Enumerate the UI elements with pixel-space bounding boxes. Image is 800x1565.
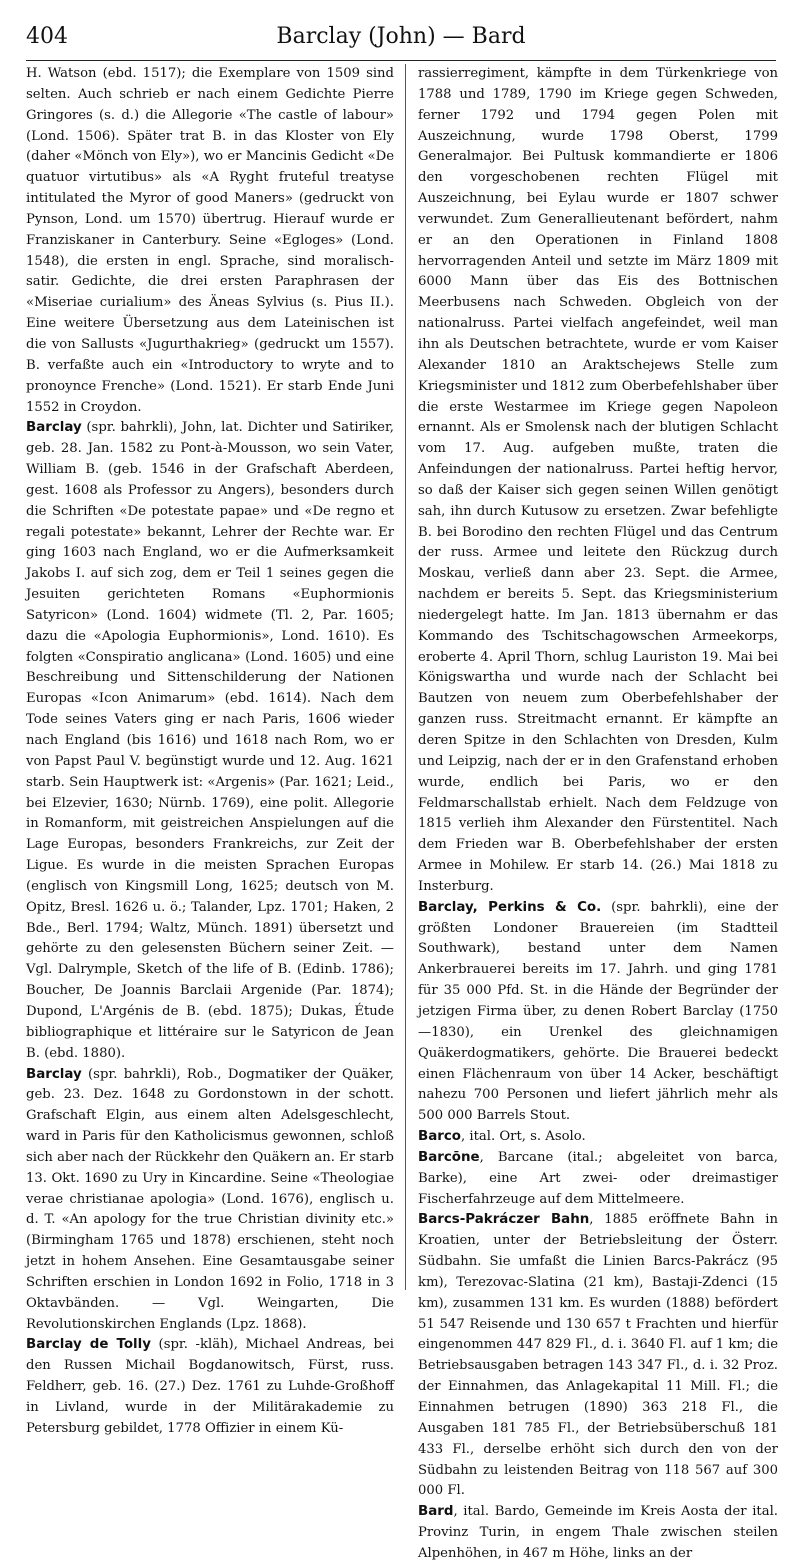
right-column bbox=[418, 64, 778, 1561]
page-header bbox=[26, 20, 776, 56]
entry-text: , 1885 eröffnete Bahn in Kroatien, unter der Betriebsleitung der Österr. Südbahn. Sie umfaßt die Linien Barcs-Pakrácz (95 km), Terezovac-Slatina (21 km), Bastaji-Zdenci (15 km), zusammen 131 km. Es wurden (1888) befördert 51 547 Reisende und 130 657 t Frachten und hierfür eingenommen 447 829 Fl., d. i. 3640 Fl. auf 1 km; die Betriebsausgaben betragen 143 347 Fl., d. i. 32 Proz. der Einnahmen, das Anlagekapital 11 Mill. Fl.; die Einnahmen betrugen (1890) 363 218 Fl., die Ausgaben 181 785 Fl., der Betriebsüberschuß 181 433 Fl., derselbe erhöht sich durch den von der Südbahn zu leistenden Beitrag von 118 567 auf 300 000 Fl. bbox=[418, 1212, 778, 1499]
entry-text: , Barcane (ital.; abgeleitet von barca, Barke), eine Art zwei- oder dreimastiger Fischerfahrzeuge auf dem Mittelmeere. bbox=[418, 1149, 778, 1207]
entry-text: , ital. Ort, s. Asolo. bbox=[460, 1129, 586, 1145]
lemma: Bard bbox=[418, 1504, 454, 1520]
entry-text: (spr. bahrkli), John, lat. Dichter und Satiriker, geb. 28. Jan. 1582 zu Pont-à-Mousson, wo sein Vater, William B. (geb. 1546 in der Grafschaft Aberdeen, gest. 1608 als Professor zu Angers), besonders durch die Schriften «De potestate papae» und «De regno et regali potestate» bekannt, Lehrer der Rechte war. Er ging 1603 nach England, wo er die Aufmerksamkeit Jakobs I. auf sich zog, dem er Teil 1 seines gegen die Jesuiten gerichteten Romans «Euphormionis Satyricon» (Lond. 1604) widmete (Tl. 2, Par. 1605; dazu die «Apologia Euphormionis», Lond. 1610). Es folgten «Conspiratio anglicana» (Lond. 1605) und eine Beschreibung und Sittenschilderung der Nationen Europas «Icon Animarum» (ebd. 1614). Nach dem Tode seines Vaters ging er nach Paris, 1606 wieder nach England (bis 1616) und 1618 nach Rom, wo er von Papst Paul V. begünstigt wurde und 12. Aug. 1621 starb. Sein Hauptwerk ist: «Argenis» (Par. 1621; Leid., bei Elzevier, 1630; Nürnb. 1769), eine polit. Allegorie in Romanform, mit geistreichen Anspielungen auf die Lage Europas, besonders Frankreichs, zur Zeit der Ligue. Es wurde in die meisten Sprachen Europas (englisch von Kingsmill Long, 1625; deutsch von M. Opitz, Bresl. 1626 u. ö.; Talander, Lpz. 1701; Haken, 2 Bde., Berl. 1794; Waltz, Münch. 1891) übersetzt und gehörte zu den gelesensten Büchern seiner Zeit. — Vgl. Dalrymple, Sketch of the life of B. (Edinb. 1786); Boucher, De Joannis Barclaii Argenide (Par. 1874); Dupond, L'Argénis de B. (ebd. 1875); Dukas, Étude bibliographique et littéraire sur le Satyricon de Jean B. (ebd. 1880). bbox=[26, 420, 394, 1061]
header-rule bbox=[26, 60, 776, 61]
entry-text: (spr. bahrkli), eine der größten Londoner Brauereien (im Stadtteil Southwark), bestand unter dem Namen Ankerbrauerei bereits im 17. Jahrh. und ging 1781 für 35 000 Pfd. St. in die Hände der Begründer der jetzigen Firma über, zu denen Robert Barclay (1750—1830), ein Urenkel des gleichnamigen Quäkerdogmatikers, gehörte. Die Brauerei bedeckt einen Flächenraum von über 14 Acker, beschäftigt nahezu 700 Personen und liefert jährlich mehr als 500 000 Barrels Stout. bbox=[418, 899, 778, 1124]
entry-bard bbox=[418, 1502, 778, 1565]
column-divider bbox=[405, 64, 406, 1290]
entry-continuation bbox=[26, 64, 394, 418]
running-head: Barclay (John) — Bard bbox=[276, 24, 526, 49]
lemma: Barcōne bbox=[418, 1149, 480, 1165]
lemma: Barclay bbox=[26, 420, 82, 436]
lemma: Barclay bbox=[26, 1066, 82, 1082]
entry-text: , ital. Bardo, Gemeinde im Kreis Aosta der ital. Provinz Turin, in engem Thale zwischen steilen Alpenhöhen, in 467 m Höhe, links an der bbox=[418, 1504, 778, 1561]
entry-continuation bbox=[418, 64, 778, 898]
entry-text: (spr. -kläh), Michael Andreas, bei den Russen Michail Bogdanowitsch, Fürst, russ. Feldherr, geb. 16. (27.) Dez. 1761 zu Luhde-Großhoff in Livland, wurde in der Militärakademie zu Petersburg gebildet, 1778 Offizier in einem Kü- bbox=[26, 1337, 394, 1436]
page-number: 404 bbox=[26, 24, 68, 49]
entry-barclay-robert bbox=[26, 1065, 394, 1336]
entry-barcone bbox=[418, 1148, 778, 1211]
lemma: Barclay, Perkins & Co. bbox=[418, 899, 602, 915]
entry-barclay-de-tolly bbox=[26, 1335, 394, 1439]
left-column bbox=[26, 64, 394, 1436]
lemma: Barclay de Tolly bbox=[26, 1337, 151, 1353]
entry-text: H. Watson (ebd. 1517); die Exemplare von 1509 sind selten. Auch schrieb er nach einem Gedichte Pierre Gringores (s. d.) die Allegorie «The castle of labour» (Lond. 1506). Später trat B. in das Kloster von Ely (daher «Mönch von Ely»), wo er Mancinis Gedicht «De quatuor virtutibus» als «A Ryght fruteful treatyse intitulated the Myror of good Maners» (gedruckt von Pynson, Lond. um 1570) übertrug. Hierauf wurde er Franziskaner in Canterbury. Seine «Egloges» (Lond. 1548), die ersten in engl. Sprache, sind moralisch-satir. Gedichte, die drei ersten Paraphrasen der «Miseriae curialium» des Äneas Sylvius (s. Pius II.). Eine weitere Übersetzung aus dem Lateinischen ist die von Sallusts «Jugurthakrieg» (gedruckt um 1557). B. verfaßte auch ein «Introductory to wryte and to pronoynce Frenche» (Lond. 1521). Er starb Ende Juni 1552 in Croydon. bbox=[26, 66, 394, 415]
entry-barcs-pakraczer-bahn bbox=[418, 1210, 778, 1502]
entry-barclay-perkins bbox=[418, 898, 778, 1127]
entry-text: (spr. bahrkli), Rob., Dogmatiker der Quäker, geb. 23. Dez. 1648 zu Gordonstown in der schott. Grafschaft Elgin, aus einem alten Adelsgeschlecht, ward in Paris für den Katholicismus gewonnen, schloß sich aber nach der Rückkehr den Quäkern an. Er starb 13. Okt. 1690 zu Ury in Kincardine. Seine «Theologiae verae christianae apologia» (Lond. 1676), englisch u. d. T. «An apology for the true Christian divinity etc.» (Birmingham 1765 und 1878) erschienen, steht noch jetzt in hohem Ansehen. Eine Gesamtausgabe seiner Schriften erschien in London 1692 in Folio, 1718 in 3 Oktavbänden. — Vgl. Weingarten, Die Revolutionskirchen Englands (Lpz. 1868). bbox=[26, 1066, 394, 1332]
entry-barclay-john bbox=[26, 418, 394, 1064]
entry-barco bbox=[418, 1127, 778, 1148]
lemma: Barcs-Pakráczer Bahn bbox=[418, 1212, 590, 1228]
entry-text: rassierregiment, kämpfte in dem Türkenkriege von 1788 und 1789, 1790 im Kriege gegen Schweden, ferner 1792 und 1794 gegen Polen mit Auszeichnung, wurde 1798 Oberst, 1799 Generalmajor. Bei Pultusk kommandierte er 1806 den vorgeschobenen rechten Flügel mit Auszeichnung, bei Eylau wurde er 1807 schwer verwundet. Zum Generallieutenant befördert, nahm er an den Operationen in Finland 1808 hervorragenden Anteil und setzte im März 1809 mit 6000 Mann über das Eis des Bottnischen Meerbusens nach Schweden. Obgleich von der nationalruss. Partei vielfach angefeindet, weil man ihn als Deutschen betrachtete, wurde er vom Kaiser Alexander 1810 an Araktschejews Stelle zum Kriegsminister und 1812 zum Oberbefehlshaber über die erste Westarmee im Kriege gegen Napoleon ernannt. Als er Smolensk nach der blutigen Schlacht vom 17. Aug. aufgeben mußte, traten die Anfeindungen der nationalruss. Partei heftig hervor, so daß der Kaiser sich gegen seinen Willen genötigt sah, ihn durch Kutusow zu ersetzen. Zwar befehligte B. bei Borodino den rechten Flügel und das Centrum der russ. Armee und leitete den Rückzug durch Moskau, verließ dann aber 23. Sept. die Armee, nachdem er bereits 5. Sept. das Kriegsministerium niedergelegt hatte. Im Jan. 1813 übernahm er das Kommando des Tschitschagowschen Armeekorps, eroberte 4. April Thorn, schlug Lauriston 19. Mai bei Königswartha und wurde nach der Schlacht bei Bautzen von neuem zum Oberbefehlshaber der ganzen russ. Streitmacht ernannt. Er kämpfte an deren Spitze in den Schlachten von Dresden, Kulm und Leipzig, nach der er in den Grafenstand erhoben wurde, endlich bei Paris, wo er den Feldmarschallstab erhielt. Nach dem Feldzuge von 1815 verlieh ihm Alexander den Fürstentitel. Nach dem Frieden war B. Oberbefehlshaber der ersten Armee in Mohilew. Er starb 14. (26.) Mai 1818 zu Insterburg. bbox=[418, 66, 778, 894]
lemma: Barco bbox=[418, 1129, 461, 1145]
